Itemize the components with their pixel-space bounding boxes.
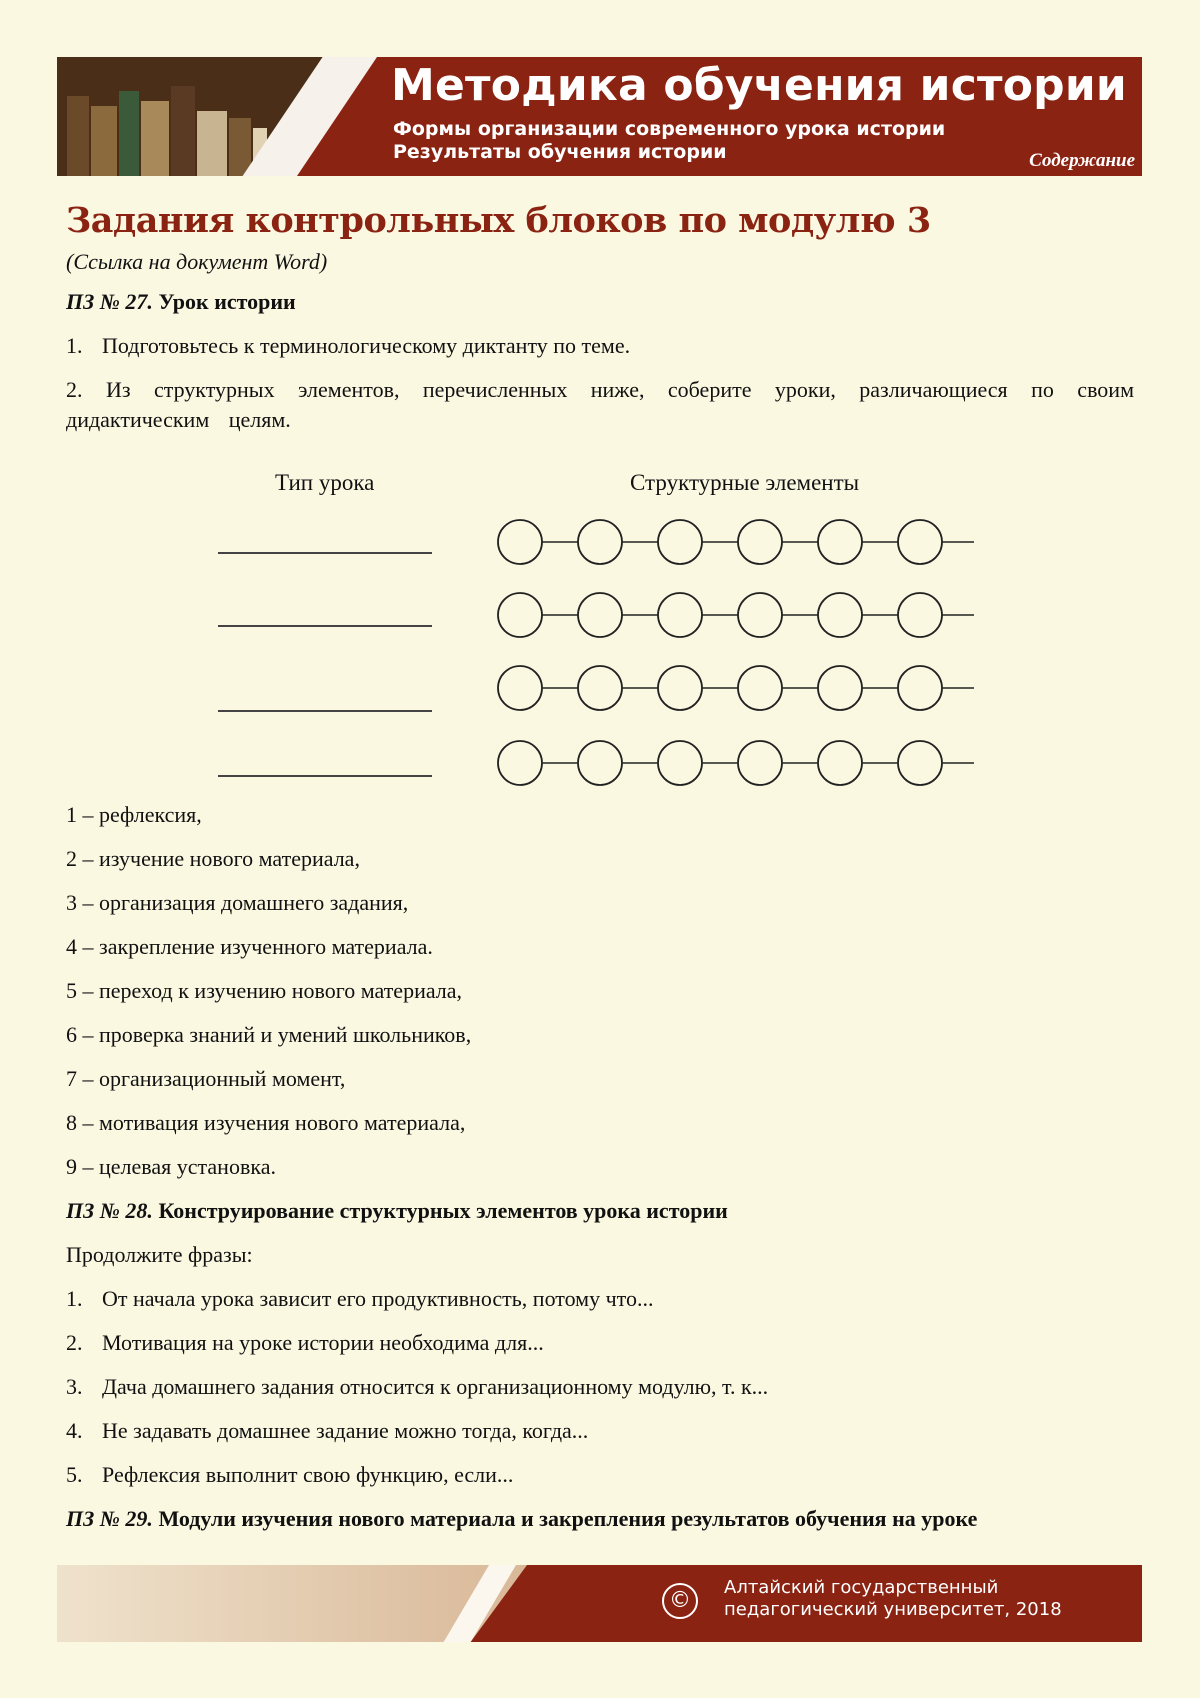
- pz28-intro: Продолжите фразы:: [66, 1242, 253, 1267]
- pz28-phrase-list: [66, 1284, 1134, 1490]
- element-item: 6 – проверка знаний и умений школьников,: [66, 1022, 472, 1047]
- nav-link-learning-results[interactable]: Результаты обучения истории: [393, 141, 727, 163]
- list-item: [66, 1020, 1134, 1050]
- pz28-title: Конструирование структурных элементов урока истории: [158, 1198, 728, 1223]
- element-slot-circle[interactable]: [658, 741, 702, 785]
- pz29-title: Модули изучения нового материала и закрепления результатов обучения на уроке: [158, 1506, 978, 1531]
- lesson-structure-diagram: [200, 470, 1000, 800]
- list-item-number: 1.: [66, 333, 83, 358]
- pz27-title: Урок истории: [158, 289, 296, 314]
- element-slot-circle[interactable]: [818, 666, 862, 710]
- list-item: [66, 1284, 1134, 1314]
- list-item: [66, 844, 1134, 874]
- element-slot-circle[interactable]: [498, 593, 542, 637]
- pz27-task-2: [66, 375, 1134, 435]
- element-item: 2 – изучение нового материала,: [66, 846, 360, 871]
- list-item-number: 1.: [66, 1286, 83, 1311]
- element-slot-circle[interactable]: [578, 520, 622, 564]
- element-slot-circle[interactable]: [818, 520, 862, 564]
- list-item-number: 2.: [66, 1330, 83, 1355]
- list-item-number: 5.: [66, 1462, 83, 1487]
- list-item: [66, 331, 1134, 361]
- element-slot-circle[interactable]: [818, 593, 862, 637]
- word-document-link[interactable]: (Ссылка на документ Word): [66, 249, 328, 274]
- list-item-text: Из структурных элементов, перечисленных ниже, соберите уроки, различающиеся по своим дидактическим целям.: [66, 377, 1134, 432]
- element-slot-circle[interactable]: [578, 741, 622, 785]
- element-slot-circle[interactable]: [498, 666, 542, 710]
- nav-link-lesson-forms[interactable]: Формы организации современного урока истории: [393, 118, 946, 140]
- list-item: [66, 1460, 1134, 1490]
- element-item: 7 – организационный момент,: [66, 1066, 346, 1091]
- pz27-label: ПЗ № 27.: [66, 289, 153, 314]
- element-item: 1 – рефлексия,: [66, 802, 202, 827]
- element-slot-circle[interactable]: [738, 593, 782, 637]
- element-slot-circle[interactable]: [738, 520, 782, 564]
- list-item: [66, 800, 1134, 830]
- element-slot-circle[interactable]: [898, 666, 942, 710]
- list-item-number: 4.: [66, 1418, 83, 1443]
- pz28-heading: [66, 1196, 1134, 1226]
- element-slot-circle[interactable]: [658, 666, 702, 710]
- element-item: 4 – закрепление изученного материала.: [66, 934, 433, 959]
- footer-line-2: педагогический университет, 2018: [724, 1599, 1062, 1620]
- element-slot-circle[interactable]: [498, 741, 542, 785]
- element-slot-circle[interactable]: [738, 666, 782, 710]
- list-item: [66, 1152, 1134, 1182]
- list-item-text: Мотивация на уроке истории необходима для...: [102, 1330, 544, 1355]
- list-item: [66, 976, 1134, 1006]
- contents-link[interactable]: Содержание: [1029, 150, 1135, 171]
- copyright-icon: ©: [662, 1583, 698, 1619]
- list-item-number: 3.: [66, 1374, 83, 1399]
- element-item: 9 – целевая установка.: [66, 1154, 276, 1179]
- list-item: [66, 888, 1134, 918]
- list-item-text: Рефлексия выполнит свою функцию, если...: [102, 1462, 514, 1487]
- element-slot-circle[interactable]: [898, 593, 942, 637]
- footer-text: [724, 1577, 1062, 1621]
- element-slot-circle[interactable]: [578, 666, 622, 710]
- element-chains: [200, 470, 1000, 800]
- pz29-label: ПЗ № 29.: [66, 1506, 153, 1531]
- element-slot-circle[interactable]: [738, 741, 782, 785]
- element-slot-circle[interactable]: [658, 593, 702, 637]
- element-slot-circle[interactable]: [658, 520, 702, 564]
- pz29-heading: [66, 1504, 1134, 1534]
- element-item: 3 – организация домашнего задания,: [66, 890, 409, 915]
- header-banner: [57, 57, 1142, 176]
- pz28-label: ПЗ № 28.: [66, 1198, 153, 1223]
- structural-elements-list: [66, 800, 1134, 1182]
- element-slot-circle[interactable]: [898, 741, 942, 785]
- list-item-number: 2.: [66, 377, 83, 402]
- list-item: [66, 932, 1134, 962]
- list-item: [66, 1064, 1134, 1094]
- list-item-text: Не задавать домашнее задание можно тогда, когда...: [102, 1418, 589, 1443]
- pz27-task-list: [66, 331, 1134, 361]
- page-title: Задания контрольных блоков по модулю 3: [66, 200, 931, 241]
- list-item: [66, 1372, 1134, 1402]
- list-item-text: От начала урока зависит его продуктивность, потому что...: [102, 1286, 654, 1311]
- element-slot-circle[interactable]: [498, 520, 542, 564]
- pz27-heading: [66, 287, 1134, 317]
- list-item: [66, 1416, 1134, 1446]
- list-item: [66, 1328, 1134, 1358]
- list-item-text: Дача домашнего задания относится к организационному модулю, т. к...: [102, 1374, 769, 1399]
- element-item: 8 – мотивация изучения нового материала,: [66, 1110, 466, 1135]
- element-slot-circle[interactable]: [898, 520, 942, 564]
- element-item: 5 – переход к изучению нового материала,: [66, 978, 463, 1003]
- page-content: [66, 200, 1134, 435]
- element-slot-circle[interactable]: [818, 741, 862, 785]
- column-header-structural-elements: Структурные элементы: [630, 470, 860, 495]
- list-item-text: Подготовьтесь к терминологическому диктанту по теме.: [102, 333, 631, 358]
- list-item: [66, 1108, 1134, 1138]
- element-slot-circle[interactable]: [578, 593, 622, 637]
- elements-legend: [66, 800, 1134, 1534]
- footer-line-1: Алтайский государственный: [724, 1577, 999, 1598]
- site-title: Методика обучения истории: [391, 60, 1127, 111]
- column-header-lesson-type: Тип урока: [275, 470, 375, 495]
- footer-banner: [57, 1565, 1142, 1642]
